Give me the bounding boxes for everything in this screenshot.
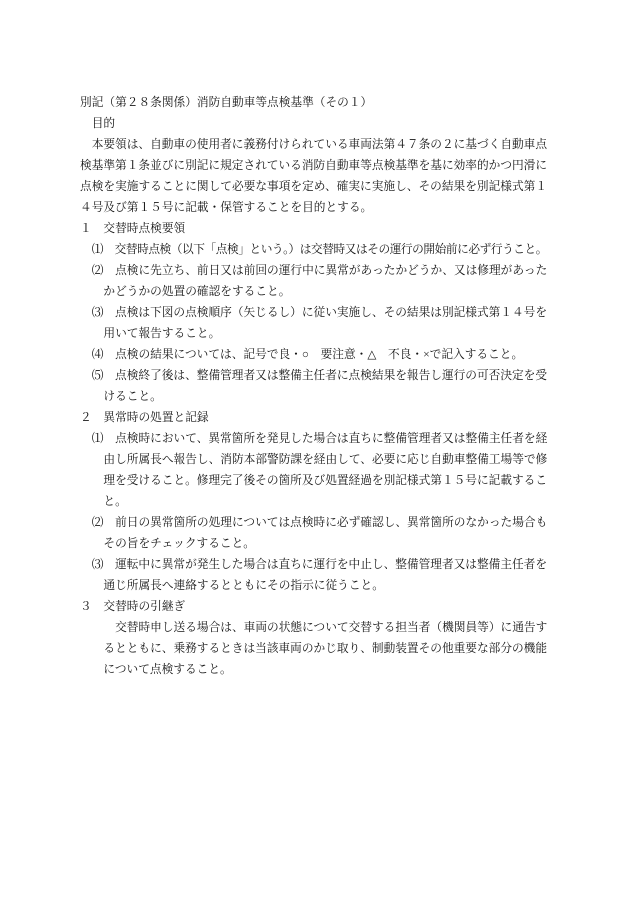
item-text: 交替時点検（以下「点検」という。）は交替時又はその運行の開始前に必ず行うこと。 <box>114 243 547 256</box>
section-3-paragraph <box>80 617 547 680</box>
section-heading <box>80 596 547 617</box>
document-body <box>80 92 547 680</box>
item-marker: ⑶ <box>91 306 104 319</box>
item-marker: ⑷ <box>91 348 104 361</box>
item-1-1 <box>80 239 547 260</box>
section-title: 交替時点検要領 <box>103 222 186 235</box>
purpose-heading: 目的 <box>91 117 116 130</box>
purpose-line: 本要領は、自動車の使用者に義務付けられている車両法第４７条の２に基づく自動車点 <box>91 138 547 151</box>
item-line: 用いて報告すること。 <box>103 327 221 340</box>
purpose-line: 検基準第１条並びに別記に規定されている消防自動車等点検基準を基に効率的かつ円滑に <box>80 159 547 172</box>
item-marker: ⑴ <box>91 243 103 256</box>
section-heading <box>80 218 547 239</box>
purpose-line: 点検を実施することに関して必要な事項を定め、確実に実施し、その結果を別記様式第１ <box>80 180 548 193</box>
section-body-line: 交替時申し送る場合は、車両の状態について交替する担当者（機関員等）に通告す <box>115 621 548 634</box>
section-body-line: について点検すること。 <box>103 663 232 676</box>
section-title: 交替時の引継ぎ <box>103 600 186 613</box>
section-number: ３ <box>80 600 92 613</box>
item-line: 理を受けること。修理完了後その箇所及び処置経過を別記様式第１５号に記載するこ <box>103 474 547 487</box>
item-marker: ⑵ <box>91 264 104 277</box>
item-line <box>80 554 547 575</box>
item-text: 運転中に異常が発生した場合は直ちに運行を中止し、整備管理者又は整備主任者を <box>115 558 547 571</box>
item-text: 前日の異常箇所の処理については点検時に必ず確認し、異常箇所のなかった場合も <box>115 516 548 529</box>
item-line <box>80 428 547 449</box>
item-1-4 <box>80 344 547 365</box>
item-text: 点検終了後は、整備管理者又は整備主任者に点検結果を報告し運行の可否決定を受 <box>115 369 547 382</box>
item-1-5 <box>80 365 547 407</box>
item-line: と。 <box>103 495 127 508</box>
item-2-3 <box>80 554 547 596</box>
item-text: 点検の結果については、記号で良・○ 要注意・△ 不良・×で記入すること。 <box>115 348 524 361</box>
item-line <box>80 302 547 323</box>
item-text: 点検は下図の点検順序（矢じるし）に従い実施し、その結果は別記様式第１４号を <box>115 306 547 319</box>
item-marker: ⑶ <box>91 558 104 571</box>
section-3 <box>80 596 547 680</box>
item-line: その旨をチェックすること。 <box>103 537 255 550</box>
section-number: １ <box>80 222 92 235</box>
item-line <box>80 239 547 260</box>
item-line: 通じ所属長へ連絡するとともにその指示に従うこと。 <box>103 579 384 592</box>
item-line: かどうかの処置の確認をすること。 <box>103 285 291 298</box>
item-2-2 <box>80 512 547 554</box>
item-marker: ⑸ <box>91 369 104 382</box>
section-2 <box>80 407 547 596</box>
item-line: 由し所属長へ報告し、消防本部警防課を経由して、必要に応じ自動車整備工場等で修 <box>103 453 548 466</box>
section-number: ２ <box>80 411 92 424</box>
section-body-line: るとともに、乗務するときは当該車両のかじ取り、制動装置その他重要な部分の機能 <box>103 642 547 655</box>
item-line <box>80 344 547 365</box>
item-line <box>80 365 547 386</box>
section-1 <box>80 218 547 407</box>
purpose-line: ４号及び第１５号に記載・保管することを目的とする。 <box>80 201 373 214</box>
section-heading <box>80 407 547 428</box>
item-line <box>80 512 547 533</box>
item-marker: ⑵ <box>91 516 104 529</box>
document-title: 別記（第２８条関係）消防自動車等点検基準（その１） <box>80 96 373 109</box>
section-title: 異常時の処置と記録 <box>103 411 209 424</box>
purpose-paragraph <box>80 134 547 218</box>
item-line <box>80 260 547 281</box>
item-text: 点検時において、異常箇所を発見した場合は直ちに整備管理者又は整備主任者を経 <box>115 432 548 445</box>
item-line: けること。 <box>103 390 162 403</box>
item-2-1 <box>80 428 547 512</box>
item-text: 点検に先立ち、前日又は前回の運行中に異常があったかどうか、又は修理があった <box>115 264 548 277</box>
item-1-3 <box>80 302 547 344</box>
item-1-2 <box>80 260 547 302</box>
item-marker: ⑴ <box>91 432 104 445</box>
